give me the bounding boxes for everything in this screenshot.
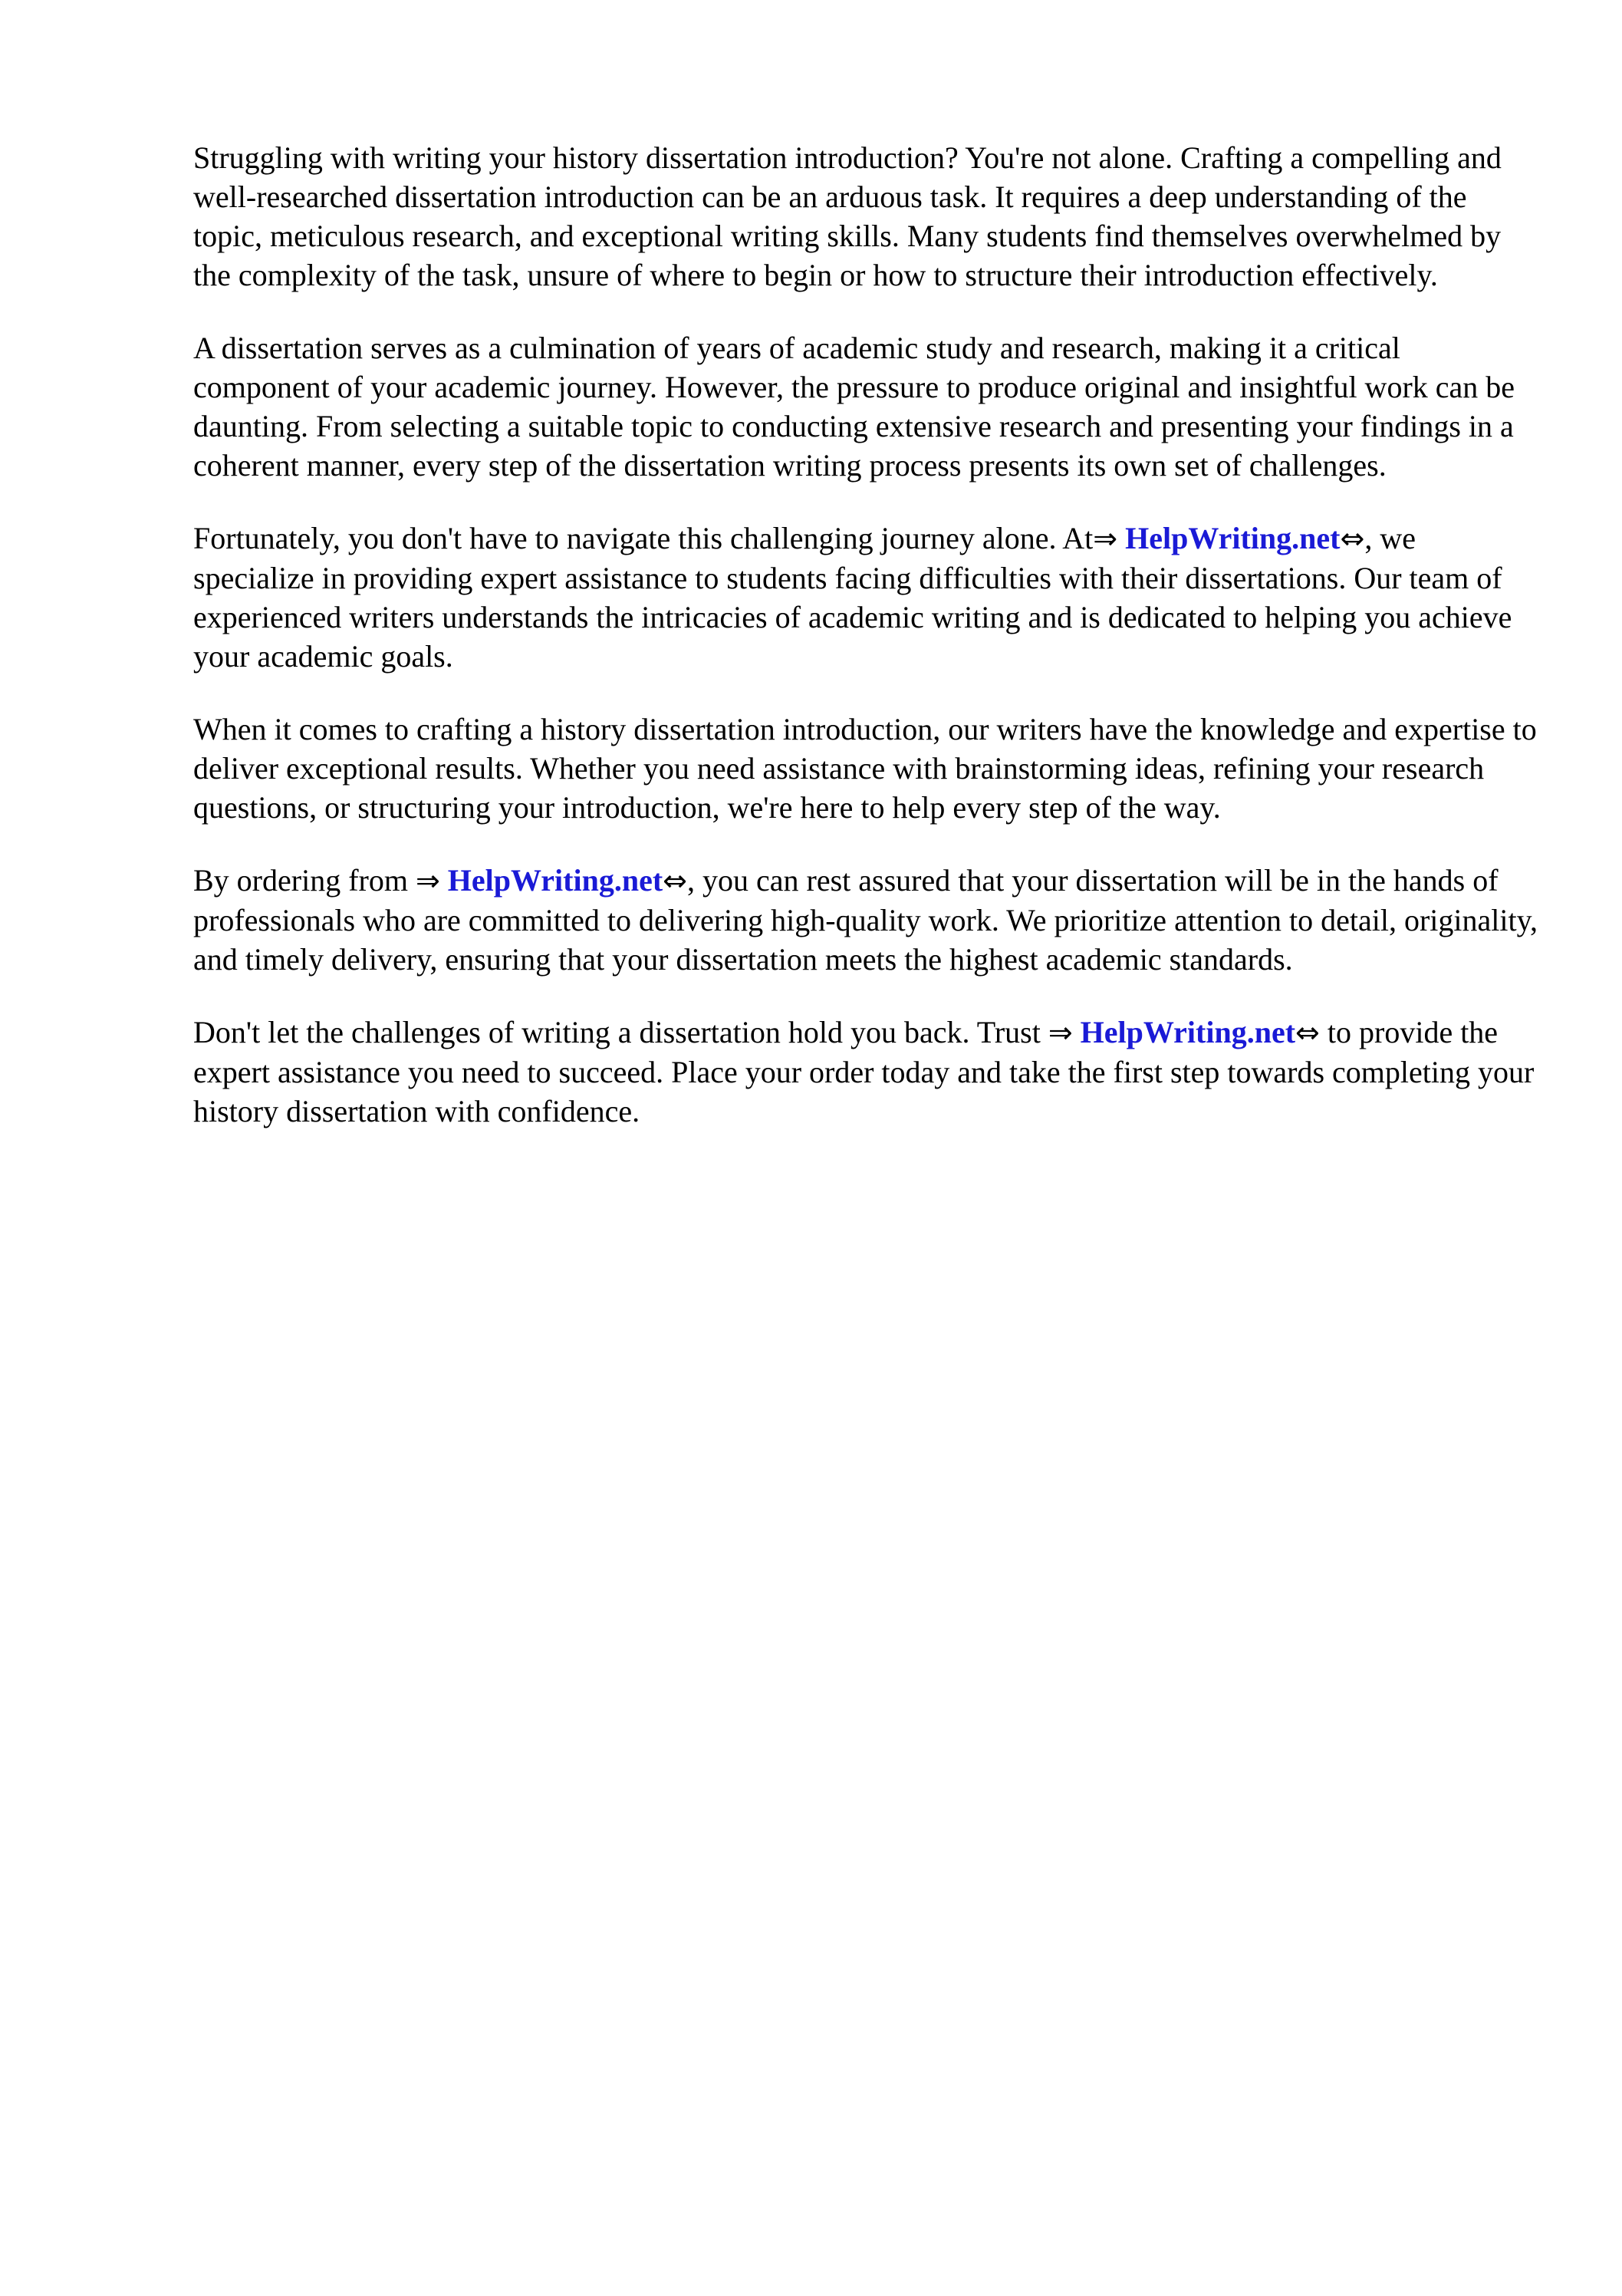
paragraph-intro: Struggling with writing your history dissertation introduction? You're not alone. Crafting a compelling and well-researched dissertation introduction can be an arduous task. It requires a deep understanding of the topic, meticulous research, and exceptional writing skills. Many students find themselves overwhelmed by the complexity of the task, unsure of where to begin or how to structure their introduction effectively. [193,140,1502,292]
paragraph-text: By ordering from [193,863,416,898]
paragraph-text: Fortunately, you don't have to navigate this challenging journey alone. At [193,521,1094,555]
paragraph-text: Don't let the challenges of writing a dissertation hold you back. Trust [193,1015,1048,1049]
double-arrow-icon: ⇔ [663,864,688,898]
paragraph-text: to provide the expert assistance you need to succeed. Place your order today and take the first step towards completing your history dissertation with confidence. [193,1015,1535,1128]
paragraph-text: , you can rest assured that your dissertation will be in the hands of professionals who are committed to delivering high-quality work. We prioritize attention to detail, originality, and timely delivery, ensuring that your dissertation meets the highest academic standards. [193,863,1538,977]
helpwriting-link[interactable]: HelpWriting.net [447,863,663,898]
double-arrow-icon: ⇔ [1295,1016,1320,1049]
helpwriting-link[interactable]: HelpWriting.net [1080,1015,1296,1049]
document-page [193,138,1543,1164]
double-arrow-icon: ⇔ [1340,522,1365,555]
paragraph-dissertation: A dissertation serves as a culmination of years of academic study and research, making it a critical component of your academic journey. However, the pressure to produce original and insightful work can be daunting. From selecting a suitable topic to conducting extensive research and presenting your findings in a coherent manner, every step of the dissertation writing process presents its own set of challenges. [193,331,1515,483]
paragraph-trust [193,1013,1543,1131]
paragraph-fortunately [193,519,1543,676]
right-arrow-icon: ⇒ [1093,522,1118,555]
paragraph-text: , we specialize in providing expert assistance to students facing difficulties with their dissertations. Our team of experienced writers understands the intricacies of academic writing and is dedicated to helping you achieve your academic goals. [193,521,1512,674]
paragraph-ordering [193,861,1543,979]
right-arrow-icon: ⇒ [415,864,440,898]
helpwriting-link[interactable]: HelpWriting.net [1125,521,1341,555]
paragraph-crafting: When it comes to crafting a history dissertation introduction, our writers have the knowledge and expertise to deliver exceptional results. Whether you need assistance with brainstorming ideas, refining your research questions, or structuring your introduction, we're here to help every step of the way. [193,712,1537,825]
right-arrow-icon: ⇒ [1048,1016,1073,1049]
